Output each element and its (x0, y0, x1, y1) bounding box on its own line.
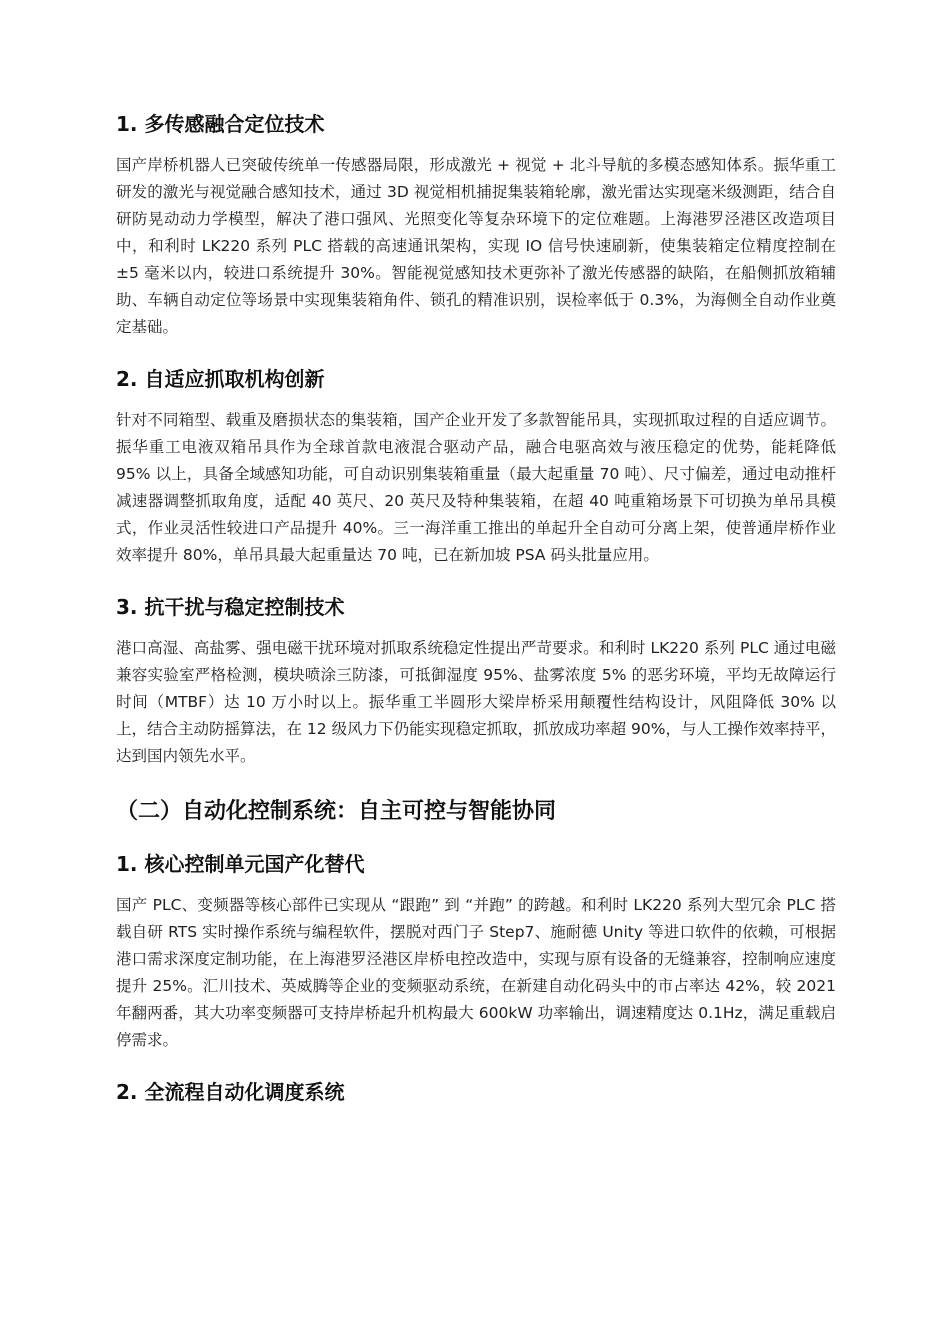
section-body-core-control: 国产 PLC、变频器等核心部件已实现从 “跟跑” 到 “并跑” 的跨越。和利时 LK220 系列大型冗余 PLC 搭载自研 RTS 实时操作系统与编程软件，摆脱对西门子 Step7、施耐德 Unity 等进口软件的依赖，可根据港口需求深度定制功能，在上海港罗泾港区岸桥电控改造中，实现与原有设备的无缝兼容，控制响应速度提升 25%。汇川技术、英威腾等企业的变频驱动系统，在新建自动化码头中的市占率达 42%，较 2021 年翻两番，其大功率变频器可支持岸桥起升机构最大 600kW 功率输出，调速精度达 0.1Hz，满足重载启停需求。 (116, 896, 836, 1049)
section-heading-dispatch-system: 2. 全流程自动化调度系统 (116, 1080, 345, 1104)
section-body-anti-interference: 港口高湿、高盐雾、强电磁干扰环境对抓取系统稳定性提出严苛要求。和利时 LK220 系列 PLC 通过电磁兼容实验室严格检测，模块喷涂三防漆，可抵御湿度 95%、盐雾浓度 5% 的恶劣环境，平均无故障运行时间（MTBF）达 10 万小时以上。振华重工半圆形大梁岸桥采用颠覆性结构设计，风阻降低 30% 以上，结合主动防摇算法，在 12 级风力下仍能实现稳定抓取，抓放成功率超 90%，与人工操作效率持平，达到国内领先水平。 (116, 639, 836, 765)
section-heading-multisensor: 1. 多传感融合定位技术 (116, 112, 325, 136)
chapter-heading-automation-control: （二）自动化控制系统：自主可控与智能协同 (116, 799, 557, 824)
section-body-multisensor: 国产岸桥机器人已突破传统单一传感器局限，形成激光 + 视觉 + 北斗导航的多模态感知体系。振华重工研发的激光与视觉融合感知技术，通过 3D 视觉相机捕捉集装箱轮廓，激光雷达实现毫米级测距，结合自研防晃动动力学模型，解决了港口强风、光照变化等复杂环境下的定位难题。上海港罗泾港区改造项目中，和利时 LK220 系列 PLC 搭载的高速通讯架构，实现 IO 信号快速刷新，使集装箱定位精度控制在 ±5 毫米以内，较进口系统提升 30%。智能视觉感知技术更弥补了激光传感器的缺陷，在船侧抓放箱辅助、车辆自动定位等场景中实现集装箱角件、锁孔的精准识别，误检率低于 0.3%，为海侧全自动作业奠定基础。 (116, 156, 836, 336)
section-heading-anti-interference: 3. 抗干扰与稳定控制技术 (116, 595, 345, 619)
section-heading-adaptive-grab: 2. 自适应抓取机构创新 (116, 367, 325, 391)
section-body-adaptive-grab: 针对不同箱型、载重及磨损状态的集装箱，国产企业开发了多款智能吊具，实现抓取过程的自适应调节。振华重工电液双箱吊具作为全球首款电液混合驱动产品，融合电驱高效与液压稳定的优势，能耗降低 95% 以上，具备全域感知功能，可自动识别集装箱重量（最大起重量 70 吨）、尺寸偏差，通过电动推杆减速器调整抓取角度，适配 40 英尺、20 英尺及特种集装箱，在超 40 吨重箱场景下可切换为单吊具模式，作业灵活性较进口产品提升 40%。三一海洋重工推出的单起升全自动可分离上架，使普通岸桥作业效率提升 80%，单吊具最大起重量达 70 吨，已在新加坡 PSA 码头批量应用。 (116, 411, 836, 564)
section-heading-core-control: 1. 核心控制单元国产化替代 (116, 852, 365, 876)
